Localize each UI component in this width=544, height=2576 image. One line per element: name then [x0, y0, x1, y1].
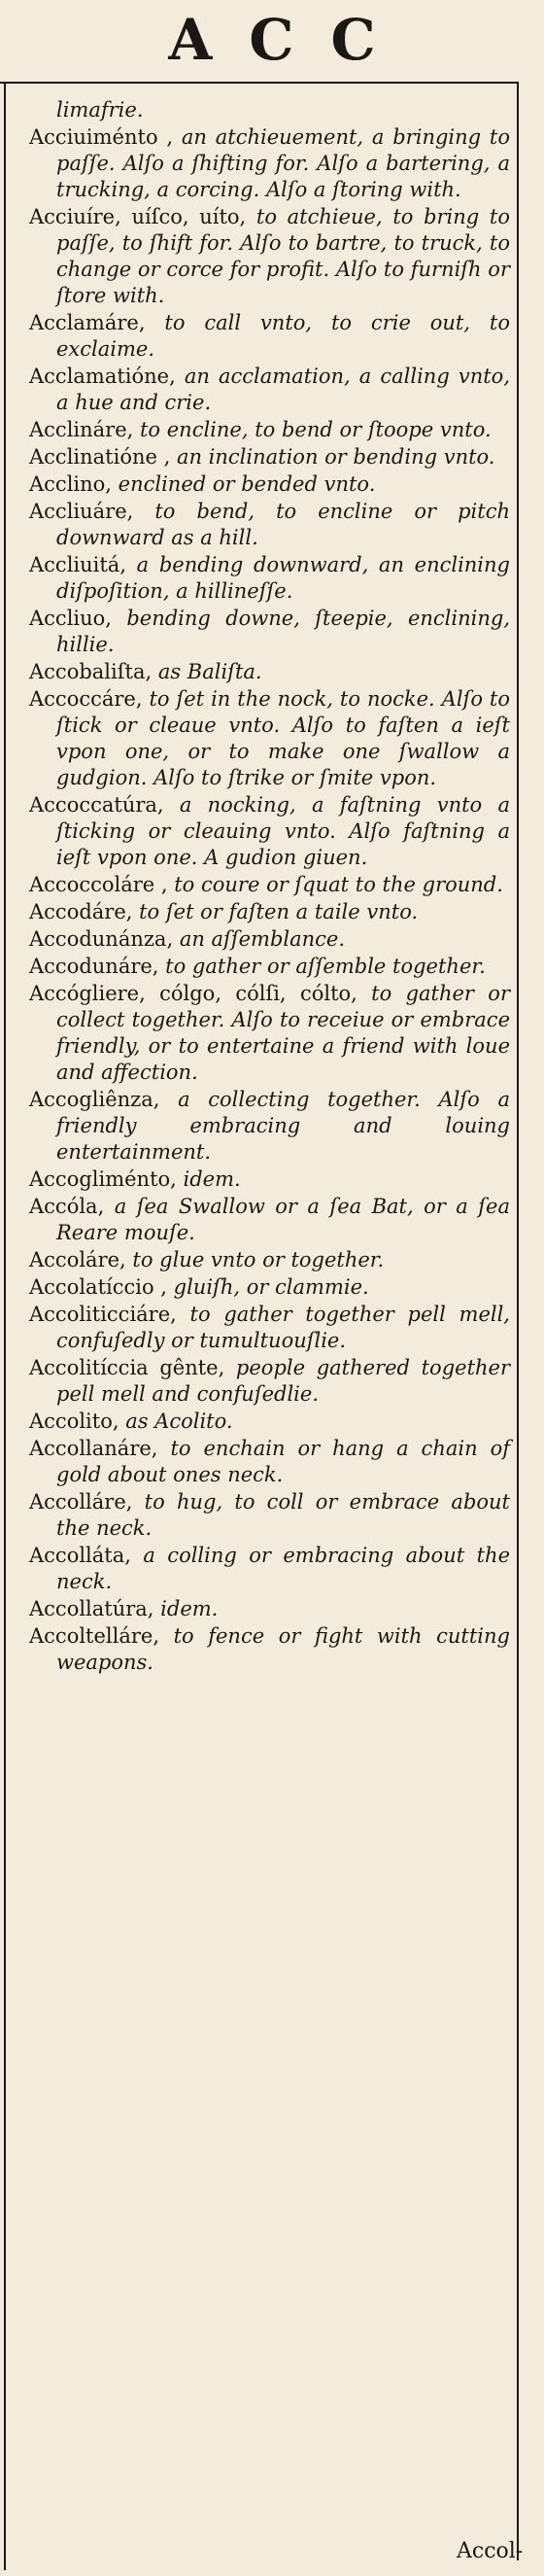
entry-definition: a bending downward, an enclining diſpoſition, a hillineſſe. — [56, 553, 510, 603]
dictionary-entry — [29, 1623, 510, 1676]
entry-definition: enclined or bended vnto. — [111, 472, 376, 496]
entry-definition: a colling or embracing about the neck. — [56, 1544, 510, 1593]
entry-headword: Accollatúra, — [29, 1597, 154, 1620]
entry-headword: Accobaliſta, — [29, 660, 153, 683]
right-rule — [517, 82, 519, 2560]
entry-definition: to call vnto, to crie out, to exclaime. — [56, 311, 510, 361]
entry-definition: to gather or aſſemble together. — [158, 955, 486, 978]
entry-definition: to encline, to bend or ſtoope vnto. — [133, 418, 492, 441]
entry-definition: to bend, to encline or pitch downward as a hill. — [56, 500, 510, 549]
catchword: Accol- — [457, 2539, 524, 2563]
dictionary-entry — [29, 1194, 510, 1246]
entry-headword: Accolitíccia gênte, — [29, 1356, 225, 1379]
dictionary-entry — [29, 686, 510, 791]
entry-headword: Acciuiménto , — [29, 125, 174, 149]
entry-headword: Accolláta, — [29, 1544, 131, 1567]
entry-headword: Accogliménto, — [29, 1167, 177, 1191]
entry-headword: Accolláre, — [29, 1490, 133, 1514]
dictionary-entry — [29, 444, 510, 470]
entry-headword: Acclinatióne , — [29, 445, 171, 469]
entry-definition: to fence or fight with cutting weapons. — [56, 1624, 510, 1674]
dictionary-entry — [29, 499, 510, 551]
entry-headword: Accoccatúra, — [29, 793, 164, 817]
entry-headword: Accolatíccio , — [29, 1275, 167, 1299]
dictionary-entry — [29, 1489, 510, 1542]
entry-headword: Accliuáre, — [29, 500, 134, 523]
entry-definition: to ſet or faſten a taile vnto. — [132, 900, 419, 923]
entry-headword: Acclamatióne, — [29, 365, 176, 388]
entry-definition: a collecting together. Alſo a friendly embracing and louing entertainment. — [56, 1088, 510, 1164]
entry-headword: Accollanáre, — [29, 1437, 158, 1460]
dictionary-entry — [29, 1087, 510, 1166]
entry-definition: gluiſh, or clammie. — [166, 1275, 369, 1299]
entry-definition: to atchieue, to bring to paſſe, to ſhift for. Alſo to bartre, to truck, to change or corce for profit. Alſo to furniſh or ſtore with. — [56, 205, 510, 307]
dictionary-entry — [29, 471, 510, 498]
entry-definition: an inclination or bending vnto. — [170, 445, 495, 469]
page-header — [0, 0, 544, 80]
dictionary-entry — [29, 1302, 510, 1354]
entry-headword: Accoccoláre , — [29, 873, 168, 896]
dictionary-entry — [29, 364, 510, 416]
entry-headword: Accodunánza, — [29, 927, 174, 951]
entry-definition: a ſea Swallow or a ſea Bat, or a ſea Reare mouſe. — [56, 1195, 510, 1244]
dictionary-entry — [29, 1543, 510, 1595]
dictionary-entry — [29, 1596, 510, 1622]
entry-definition: idem. — [153, 1597, 219, 1620]
entry-definition: an acclamation, a calling vnto, a hue and crie. — [56, 365, 510, 414]
entry-headword: Accoccáre, — [29, 687, 143, 711]
entry-definition: as Baliſta. — [152, 660, 262, 683]
dictionary-entry — [29, 97, 510, 123]
left-rule — [4, 82, 6, 2570]
entry-headword: Accliuitá, — [29, 553, 126, 576]
dictionary-entry — [29, 1274, 510, 1301]
entry-headword: Accodáre, — [29, 900, 133, 923]
dictionary-entry — [29, 792, 510, 871]
entry-headword: Acciuíre, uíſco, uíto, — [29, 205, 247, 228]
running-head: ACC — [168, 7, 413, 73]
entry-headword: Accógliere, cólgo, cólſi, cólto, — [29, 982, 357, 1005]
entry-headword: Accolito, — [29, 1410, 119, 1433]
entry-headword: Acclino, — [29, 472, 112, 496]
entry-headword: Accogliênza, — [29, 1088, 160, 1111]
entry-definition: people gathered together pell mell and confuſedlie. — [56, 1356, 510, 1406]
dictionary-entry — [29, 872, 510, 898]
dictionary-entry — [29, 1166, 510, 1193]
dictionary-entry — [29, 124, 510, 203]
entry-definition: to gather together pell mell, confuſedly or tumultuouſlie. — [56, 1303, 510, 1352]
dictionary-entry — [29, 954, 510, 980]
entry-definition: to enchain or hang a chain of gold about ones neck. — [56, 1437, 510, 1486]
dictionary-entry — [29, 606, 510, 658]
entry-definition: to glue vnto or together. — [125, 1248, 385, 1271]
entry-definition: to coure or ſquat to the ground. — [167, 873, 503, 896]
top-rule — [0, 82, 517, 84]
dictionary-entry — [29, 1409, 510, 1435]
entry-definition: bending downe, ſteepie, enclining, hillie. — [56, 607, 510, 656]
dictionary-entry — [29, 926, 510, 953]
dictionary-entry — [29, 552, 510, 605]
entry-definition: limafrie. — [56, 98, 144, 122]
dictionary-entry — [29, 417, 510, 443]
dictionary-column — [29, 97, 510, 1677]
entry-headword: Accóla, — [29, 1195, 105, 1218]
dictionary-entry — [29, 1436, 510, 1488]
entry-definition: to ſet in the nock, to nocke. Alſo to ſtick or cleaue vnto. Alſo to faſten a ieſt vpon one, or to make one ſwallow a gudgion. Alſo to ſtrike or ſmite vpon. — [56, 687, 510, 789]
dictionary-entry — [29, 899, 510, 925]
dictionary-entry — [29, 310, 510, 363]
entry-definition: to hug, to coll or embrace about the neck. — [56, 1490, 510, 1540]
entry-definition: to gather or collect together. Alſo to receiue or embrace friendly, or to entertaine a friend with loue and affection. — [56, 982, 510, 1084]
dictionary-entry — [29, 204, 510, 309]
entry-definition: idem. — [176, 1167, 241, 1191]
entry-headword: Accoltelláre, — [29, 1624, 160, 1648]
entry-headword: Acclamáre, — [29, 311, 146, 334]
dictionary-entry — [29, 981, 510, 1086]
entry-definition: as Acolito. — [119, 1410, 233, 1433]
entry-headword: Acclináre, — [29, 418, 134, 441]
entry-definition: an atchieuement, a bringing to paſſe. Alſo a ſhifting for. Alſo a bartering, a trucking, a corcing. Alſo a ſtoring with. — [56, 125, 510, 201]
dictionary-entry — [29, 659, 510, 685]
dictionary-entry — [29, 1247, 510, 1273]
entry-definition: a nocking, a faſtning vnto a ſticking or cleauing vnto. Alſo faſtning a ieſt vpon one. A gudion giuen. — [56, 793, 510, 869]
entry-definition: an aſſemblance. — [173, 927, 346, 951]
entry-headword: Accoláre, — [29, 1248, 126, 1271]
entry-headword: Accodunáre, — [29, 955, 159, 978]
entry-headword: Accoliticciáre, — [29, 1303, 177, 1326]
entry-headword: Accliuo, — [29, 607, 112, 630]
dictionary-entry — [29, 1355, 510, 1408]
